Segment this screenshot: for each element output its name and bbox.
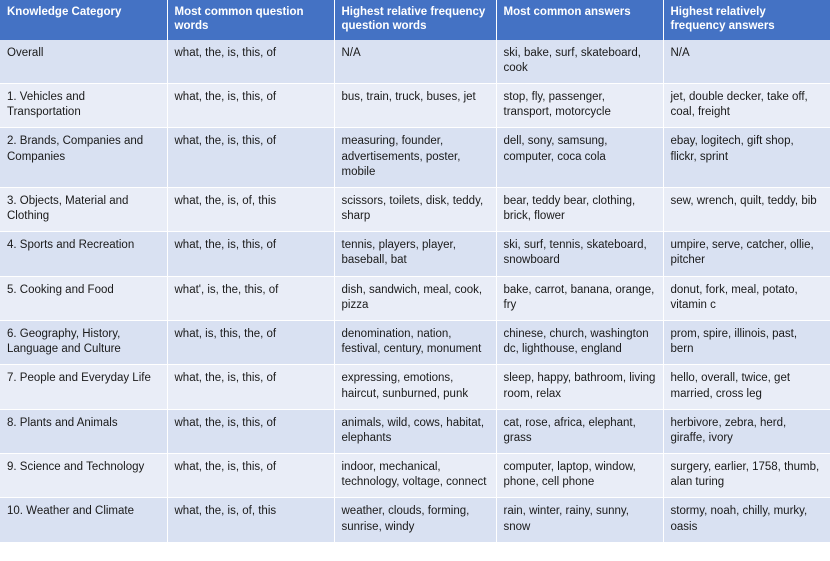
cell-high-rel-question-words: animals, wild, cows, habitat, elephants <box>334 409 496 453</box>
cell-common-question-words: what, is, this, the, of <box>167 320 334 364</box>
cell-common-answers: bake, carrot, banana, orange, fry <box>496 276 663 320</box>
cell-high-rel-answers: sew, wrench, quilt, teddy, bib <box>663 187 830 231</box>
table-row <box>0 128 830 188</box>
table-row <box>0 365 830 409</box>
cell-category: 6. Geography, History, Language and Culture <box>0 320 167 364</box>
cell-common-question-words: what, the, is, this, of <box>167 84 334 128</box>
table-row <box>0 320 830 364</box>
table-row <box>0 232 830 276</box>
cell-category: 5. Cooking and Food <box>0 276 167 320</box>
cell-common-answers: ski, surf, tennis, skateboard, snowboard <box>496 232 663 276</box>
column-header-most-common-answers: Most common answers <box>496 0 663 40</box>
cell-high-rel-answers: stormy, noah, chilly, murky, oasis <box>663 498 830 542</box>
cell-common-answers: bear, teddy bear, clothing, brick, flower <box>496 187 663 231</box>
column-header-highest-relative-frequency-question-words: Highest relative frequency question words <box>334 0 496 40</box>
cell-high-rel-question-words: tennis, players, player, baseball, bat <box>334 232 496 276</box>
table-row <box>0 187 830 231</box>
cell-category: 9. Science and Technology <box>0 454 167 498</box>
column-header-knowledge-category: Knowledge Category <box>0 0 167 40</box>
cell-common-answers: stop, fly, passenger, transport, motorcycle <box>496 84 663 128</box>
table-header-row <box>0 0 830 40</box>
cell-high-rel-answers: donut, fork, meal, potato, vitamin c <box>663 276 830 320</box>
table-header <box>0 0 830 40</box>
cell-category: 3. Objects, Material and Clothing <box>0 187 167 231</box>
cell-common-answers: dell, sony, samsung, computer, coca cola <box>496 128 663 188</box>
cell-common-answers: rain, winter, rainy, sunny, snow <box>496 498 663 542</box>
cell-common-question-words: what, the, is, this, of <box>167 232 334 276</box>
cell-high-rel-question-words: dish, sandwich, meal, cook, pizza <box>334 276 496 320</box>
cell-high-rel-answers: surgery, earlier, 1758, thumb, alan turing <box>663 454 830 498</box>
cell-high-rel-answers: ebay, logitech, gift shop, flickr, sprint <box>663 128 830 188</box>
table-row <box>0 276 830 320</box>
cell-category: 10. Weather and Climate <box>0 498 167 542</box>
cell-common-answers: ski, bake, surf, skateboard, cook <box>496 40 663 84</box>
cell-common-question-words: what, the, is, of, this <box>167 187 334 231</box>
cell-high-rel-question-words: expressing, emotions, haircut, sunburned, punk <box>334 365 496 409</box>
cell-high-rel-answers: jet, double decker, take off, coal, freight <box>663 84 830 128</box>
cell-category: Overall <box>0 40 167 84</box>
cell-category: 8. Plants and Animals <box>0 409 167 453</box>
column-header-highest-relative-frequency-answers: Highest relatively frequency answers <box>663 0 830 40</box>
cell-high-rel-question-words: indoor, mechanical, technology, voltage, connect <box>334 454 496 498</box>
cell-high-rel-answers: umpire, serve, catcher, ollie, pitcher <box>663 232 830 276</box>
table-row <box>0 498 830 542</box>
table-row <box>0 409 830 453</box>
cell-high-rel-answers: hello, overall, twice, get married, cross leg <box>663 365 830 409</box>
cell-common-question-words: what', is, the, this, of <box>167 276 334 320</box>
table-row <box>0 84 830 128</box>
cell-high-rel-question-words: weather, clouds, forming, sunrise, windy <box>334 498 496 542</box>
cell-category: 4. Sports and Recreation <box>0 232 167 276</box>
cell-common-question-words: what, the, is, of, this <box>167 498 334 542</box>
cell-high-rel-question-words: measuring, founder, advertisements, poster, mobile <box>334 128 496 188</box>
cell-common-answers: cat, rose, africa, elephant, grass <box>496 409 663 453</box>
table-body <box>0 40 830 542</box>
cell-high-rel-question-words: N/A <box>334 40 496 84</box>
cell-high-rel-answers: N/A <box>663 40 830 84</box>
cell-common-question-words: what, the, is, this, of <box>167 40 334 84</box>
cell-high-rel-question-words: bus, train, truck, buses, jet <box>334 84 496 128</box>
cell-high-rel-question-words: scissors, toilets, disk, teddy, sharp <box>334 187 496 231</box>
cell-high-rel-answers: prom, spire, illinois, past, bern <box>663 320 830 364</box>
cell-high-rel-answers: herbivore, zebra, herd, giraffe, ivory <box>663 409 830 453</box>
cell-category: 1. Vehicles and Transportation <box>0 84 167 128</box>
table-row <box>0 454 830 498</box>
cell-common-answers: computer, laptop, window, phone, cell phone <box>496 454 663 498</box>
cell-common-question-words: what, the, is, this, of <box>167 454 334 498</box>
cell-common-question-words: what, the, is, this, of <box>167 365 334 409</box>
cell-high-rel-question-words: denomination, nation, festival, century, monument <box>334 320 496 364</box>
column-header-most-common-question-words: Most common question words <box>167 0 334 40</box>
cell-common-question-words: what, the, is, this, of <box>167 409 334 453</box>
cell-category: 7. People and Everyday Life <box>0 365 167 409</box>
cell-common-answers: sleep, happy, bathroom, living room, relax <box>496 365 663 409</box>
cell-category: 2. Brands, Companies and Companies <box>0 128 167 188</box>
cell-common-question-words: what, the, is, this, of <box>167 128 334 188</box>
cell-common-answers: chinese, church, washington dc, lighthouse, england <box>496 320 663 364</box>
table-row <box>0 40 830 84</box>
